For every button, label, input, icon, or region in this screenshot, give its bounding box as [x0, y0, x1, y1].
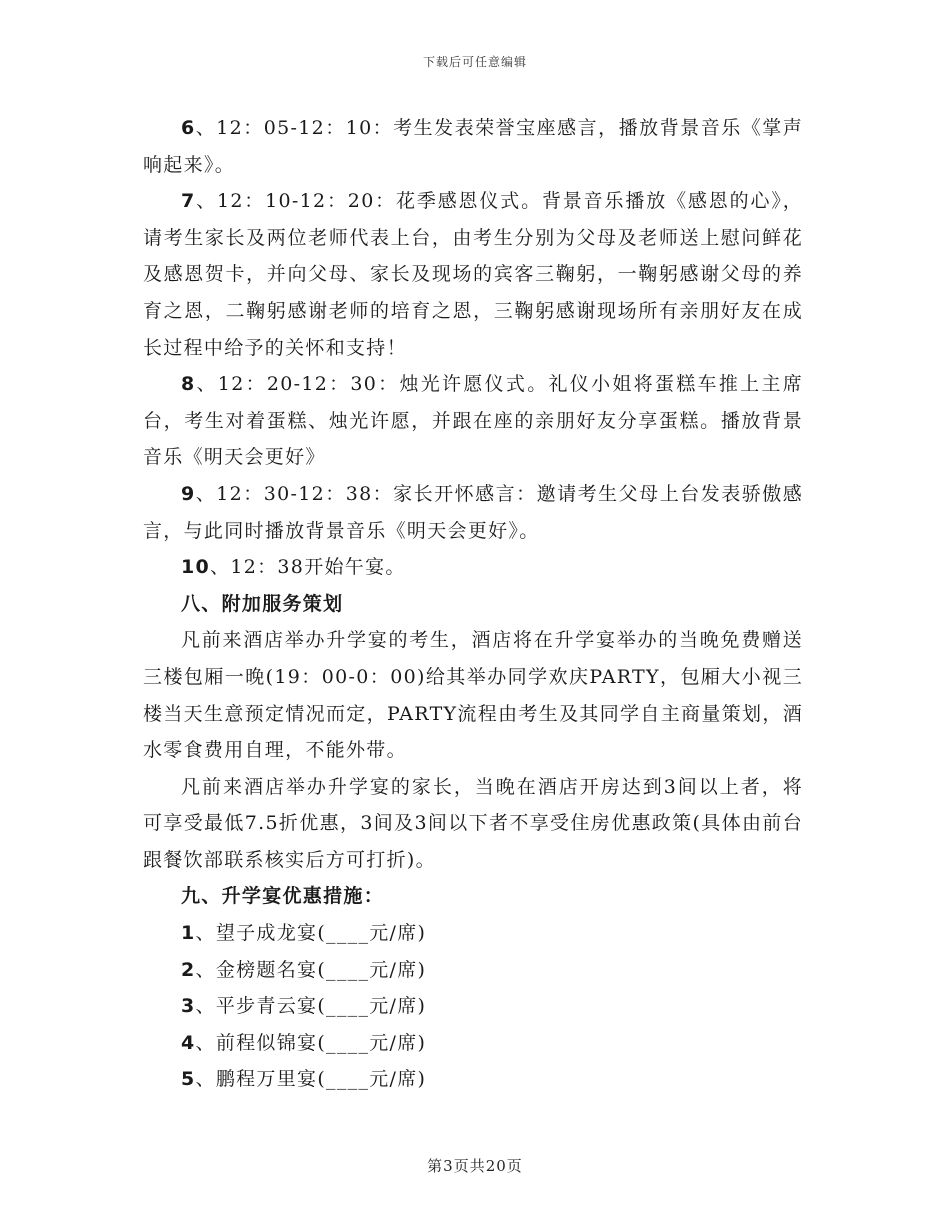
item-number: 2	[181, 958, 196, 981]
document-body	[143, 110, 803, 1098]
item-text: 、鹏程万里宴(____元/席)	[195, 1068, 427, 1091]
additional-services-paragraph-1: 凡前来酒店举办升学宴的考生，酒店将在升学宴举办的当晚免费赠送三楼包厢一晚(19：00-0：00)给其举办同学欢庆PARTY，包厢大小视三楼当天生意预定情况而定，PARTY流程由考生及其同学自主商量策划，酒水零食费用自理，不能外带。	[143, 629, 803, 762]
page-footer: 第3页共20页	[427, 1157, 523, 1175]
schedule-item-7	[143, 183, 803, 366]
item-text: 、金榜题名宴(____元/席)	[195, 958, 427, 981]
item-number: 6	[181, 117, 196, 139]
item-text: 、前程似锦宴(____元/席)	[195, 1031, 427, 1054]
item-number: 8	[181, 373, 196, 396]
item-text: 、12：30-12：38：家长开怀感言：邀请考生父母上台发表骄傲感言，与此同时播放背景音乐《明天会更好》。	[143, 482, 803, 542]
item-number: 7	[181, 190, 196, 213]
section-heading-additional-services: 八、附加服务策划	[181, 592, 344, 615]
banquet-option-1	[143, 915, 803, 952]
item-number: 10	[181, 556, 211, 579]
schedule-item-6	[143, 110, 803, 183]
item-number: 9	[181, 482, 196, 505]
item-number: 3	[181, 995, 196, 1018]
item-text: 、12：38开始午宴。	[210, 556, 406, 579]
item-text: 、平步青云宴(____元/席)	[195, 995, 427, 1018]
item-text: 、12：05-12：10：考生发表荣誉宝座感言，播放背景音乐《掌声响起来》。	[143, 117, 803, 176]
schedule-item-10	[143, 549, 803, 586]
item-number: 1	[181, 922, 196, 945]
banquet-option-2	[143, 952, 803, 989]
banquet-option-3	[143, 988, 803, 1025]
banquet-option-4	[143, 1025, 803, 1062]
schedule-item-9	[143, 476, 803, 549]
section-heading-discounts: 九、升学宴优惠措施：	[181, 885, 385, 908]
banquet-option-5	[143, 1061, 803, 1098]
page-header: 下载后可任意编辑	[422, 55, 527, 69]
additional-services-paragraph-2: 凡前来酒店举办升学宴的家长，当晚在酒店开房达到3间以上者，将可享受最低7.5折优惠，3间及3间以下者不享受住房优惠政策(具体由前台跟餐饮部联系核实后方可打折)。	[143, 775, 803, 871]
item-number: 4	[181, 1031, 196, 1054]
item-text: 、12：20-12：30：烛光许愿仪式。礼仪小姐将蛋糕车推上主席台，考生对着蛋糕、烛光许愿，并跟在座的亲朋好友分享蛋糕。播放背景音乐《明天会更好》	[143, 373, 803, 469]
item-text: 、12：10-12：20：花季感恩仪式。背景音乐播放《感恩的心》，请考生家长及两位老师代表上台，由考生分别为父母及老师送上慰问鲜花及感恩贺卡，并向父母、家长及现场的宾客三鞠躬，一鞠躬感谢父母的养育之恩，二鞠躬感谢老师的培育之恩，三鞠躬感谢现场所有亲朋好友在成长过程中给予的关怀和支持！	[143, 190, 803, 359]
item-number: 5	[181, 1068, 196, 1091]
schedule-item-8	[143, 366, 803, 476]
item-text: 、望子成龙宴(____元/席)	[195, 922, 427, 945]
